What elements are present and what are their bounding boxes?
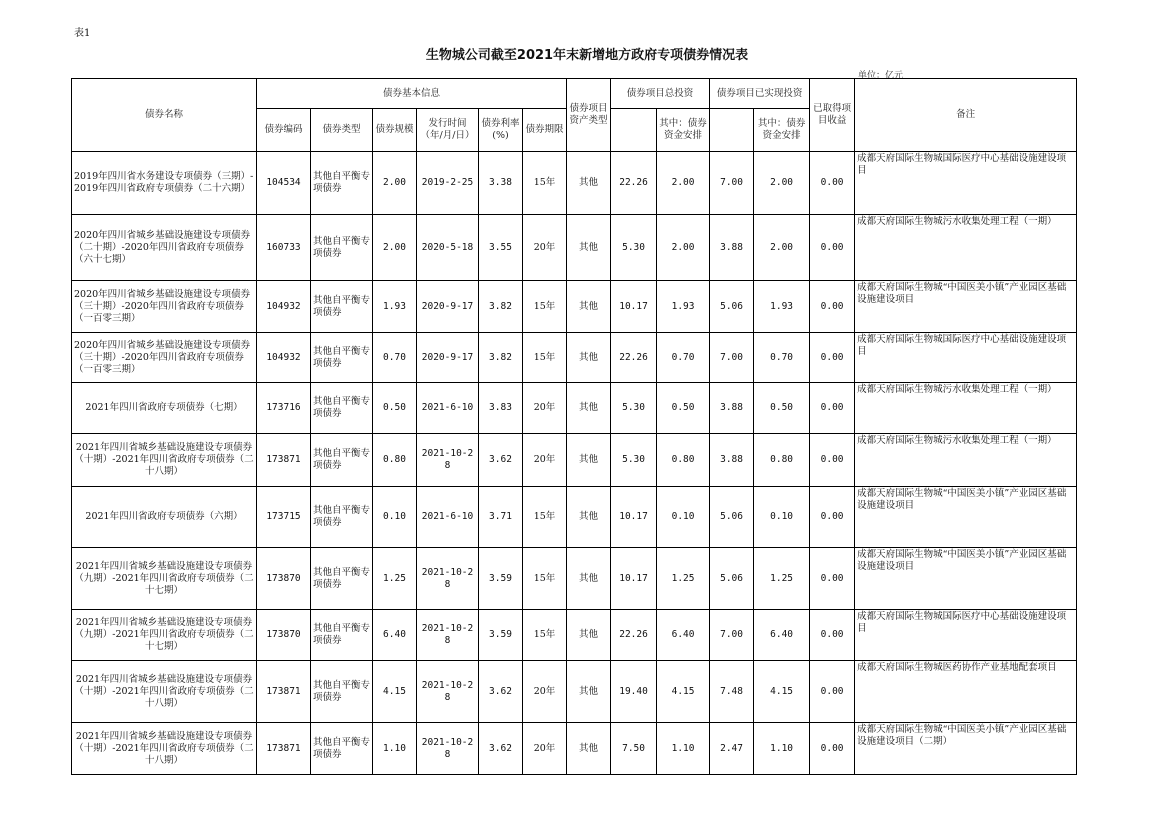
term-cell: 20年 (523, 383, 567, 434)
bond-type-cell: 其他自平衡专项债券 (311, 333, 373, 383)
total-bond-alloc-cell: 1.25 (657, 548, 710, 610)
bond-scale-cell: 1.10 (373, 723, 417, 775)
rate-cell: 3.62 (479, 434, 523, 487)
asset-type-cell: 其他 (567, 333, 611, 383)
asset-type-cell: 其他 (567, 281, 611, 333)
header-income: 已取得项目收益 (810, 79, 855, 152)
total-bond-alloc-cell: 0.50 (657, 383, 710, 434)
remark-cell: 成都天府国际生物城“中国医美小镇”产业园区基础设施建设项目（二期） (855, 723, 1077, 775)
term-cell: 15年 (523, 487, 567, 548)
bond-scale-cell: 4.15 (373, 661, 417, 723)
rate-cell: 3.59 (479, 610, 523, 661)
total-invest-cell: 7.50 (611, 723, 657, 775)
realized-bond-alloc-cell: 2.00 (754, 152, 810, 215)
issue-date-cell: 2021-10-28 (417, 661, 479, 723)
table-row (72, 723, 1077, 775)
header-realized-bond-alloc: 其中：债券资金安排 (754, 109, 810, 152)
total-invest-cell: 10.17 (611, 487, 657, 548)
header-realized-empty (710, 109, 754, 152)
remark-cell: 成都天府国际生物城污水收集处理工程（一期） (855, 215, 1077, 281)
remark-cell: 成都天府国际生物城污水收集处理工程（一期） (855, 434, 1077, 487)
bond-scale-cell: 2.00 (373, 152, 417, 215)
realized-invest-cell: 5.06 (710, 548, 754, 610)
realized-bond-alloc-cell: 1.10 (754, 723, 810, 775)
header-basic-info: 债券基本信息 (257, 79, 567, 109)
issue-date-cell: 2021-10-28 (417, 723, 479, 775)
bond-type-cell: 其他自平衡专项债券 (311, 434, 373, 487)
realized-invest-cell: 7.00 (710, 152, 754, 215)
header-bond-code: 债券编码 (257, 109, 311, 152)
asset-type-cell: 其他 (567, 610, 611, 661)
term-cell: 20年 (523, 215, 567, 281)
realized-bond-alloc-cell: 2.00 (754, 215, 810, 281)
bond-name-cell: 2021年四川省城乡基础设施建设专项债券（十期）-2021年四川省政府专项债券（二十八期） (72, 723, 257, 775)
remark-cell: 成都天府国际生物城“中国医美小镇”产业园区基础设施建设项目 (855, 281, 1077, 333)
rate-cell: 3.83 (479, 383, 523, 434)
term-cell: 15年 (523, 281, 567, 333)
header-bond-scale: 债券规模 (373, 109, 417, 152)
income-cell: 0.00 (810, 610, 855, 661)
header-term: 债券期限 (523, 109, 567, 152)
rate-cell: 3.62 (479, 661, 523, 723)
realized-bond-alloc-cell: 1.93 (754, 281, 810, 333)
bond-scale-cell: 2.00 (373, 215, 417, 281)
realized-invest-cell: 3.88 (710, 434, 754, 487)
bond-code-cell: 173871 (257, 434, 311, 487)
header-issue-date: 发行时间（年/月/日） (417, 109, 479, 152)
remark-cell: 成都天府国际生物城国际医疗中心基础设施建设项目 (855, 610, 1077, 661)
income-cell: 0.00 (810, 215, 855, 281)
bond-code-cell: 104932 (257, 333, 311, 383)
bond-name-cell: 2020年四川省城乡基础设施建设专项债券（三十期）-2020年四川省政府专项债券（一百零三期） (72, 281, 257, 333)
asset-type-cell: 其他 (567, 723, 611, 775)
total-invest-cell: 5.30 (611, 383, 657, 434)
header-total-invest: 债券项目总投资 (611, 79, 710, 109)
header-remarks: 备注 (855, 79, 1077, 152)
rate-cell: 3.82 (479, 281, 523, 333)
rate-cell: 3.71 (479, 487, 523, 548)
realized-invest-cell: 3.88 (710, 215, 754, 281)
term-cell: 15年 (523, 548, 567, 610)
table-row (72, 215, 1077, 281)
realized-invest-cell: 7.00 (710, 610, 754, 661)
bond-name-cell: 2020年四川省城乡基础设施建设专项债券（二十期）-2020年四川省政府专项债券（六十七期） (72, 215, 257, 281)
bond-name-cell: 2021年四川省城乡基础设施建设专项债券（九期）-2021年四川省政府专项债券（二十七期） (72, 548, 257, 610)
rate-cell: 3.62 (479, 723, 523, 775)
rate-cell: 3.59 (479, 548, 523, 610)
term-cell: 15年 (523, 152, 567, 215)
table-row (72, 610, 1077, 661)
table-row (72, 487, 1077, 548)
realized-bond-alloc-cell: 0.10 (754, 487, 810, 548)
bond-code-cell: 173871 (257, 661, 311, 723)
total-bond-alloc-cell: 0.80 (657, 434, 710, 487)
table-row (72, 383, 1077, 434)
header-asset-type: 债券项目资产类型 (567, 79, 611, 152)
total-invest-cell: 10.17 (611, 281, 657, 333)
total-invest-cell: 5.30 (611, 215, 657, 281)
realized-invest-cell: 7.00 (710, 333, 754, 383)
bond-type-cell: 其他自平衡专项债券 (311, 487, 373, 548)
income-cell: 0.00 (810, 723, 855, 775)
asset-type-cell: 其他 (567, 383, 611, 434)
income-cell: 0.00 (810, 434, 855, 487)
total-bond-alloc-cell: 0.10 (657, 487, 710, 548)
total-invest-cell: 5.30 (611, 434, 657, 487)
asset-type-cell: 其他 (567, 487, 611, 548)
remark-cell: 成都天府国际生物城“中国医美小镇”产业园区基础设施建设项目 (855, 548, 1077, 610)
bond-name-cell: 2019年四川省水务建设专项债券（三期）-2019年四川省政府专项债券（二十六期） (72, 152, 257, 215)
bond-code-cell: 173870 (257, 548, 311, 610)
bond-code-cell: 173870 (257, 610, 311, 661)
term-cell: 15年 (523, 333, 567, 383)
total-bond-alloc-cell: 1.93 (657, 281, 710, 333)
header-realized-invest: 债券项目已实现投资 (710, 79, 810, 109)
bond-name-cell: 2021年四川省城乡基础设施建设专项债券（十期）-2021年四川省政府专项债券（二十八期） (72, 661, 257, 723)
header-bond-type: 债券类型 (311, 109, 373, 152)
total-invest-cell: 22.26 (611, 333, 657, 383)
bond-table (71, 78, 1077, 775)
income-cell: 0.00 (810, 548, 855, 610)
header-rate: 债券利率(%) (479, 109, 523, 152)
bond-code-cell: 173715 (257, 487, 311, 548)
bond-name-cell: 2020年四川省城乡基础设施建设专项债券（三十期）-2020年四川省政府专项债券（一百零三期） (72, 333, 257, 383)
asset-type-cell: 其他 (567, 548, 611, 610)
bond-code-cell: 160733 (257, 215, 311, 281)
realized-bond-alloc-cell: 0.70 (754, 333, 810, 383)
income-cell: 0.00 (810, 383, 855, 434)
remark-cell: 成都天府国际生物城“中国医美小镇”产业园区基础设施建设项目 (855, 487, 1077, 548)
issue-date-cell: 2021-6-10 (417, 487, 479, 548)
issue-date-cell: 2019-2-25 (417, 152, 479, 215)
header-total-bond-alloc: 其中：债券资金安排 (657, 109, 710, 152)
table-row (72, 434, 1077, 487)
total-bond-alloc-cell: 1.10 (657, 723, 710, 775)
total-bond-alloc-cell: 2.00 (657, 215, 710, 281)
total-bond-alloc-cell: 4.15 (657, 661, 710, 723)
realized-bond-alloc-cell: 4.15 (754, 661, 810, 723)
income-cell: 0.00 (810, 281, 855, 333)
bond-code-cell: 173871 (257, 723, 311, 775)
bond-scale-cell: 0.70 (373, 333, 417, 383)
term-cell: 20年 (523, 661, 567, 723)
realized-bond-alloc-cell: 0.50 (754, 383, 810, 434)
table-row (72, 281, 1077, 333)
table-row (72, 661, 1077, 723)
remark-cell: 成都天府国际生物城国际医疗中心基础设施建设项目 (855, 333, 1077, 383)
issue-date-cell: 2021-10-28 (417, 434, 479, 487)
rate-cell: 3.82 (479, 333, 523, 383)
remark-cell: 成都天府国际生物城医药协作产业基地配套项目 (855, 661, 1077, 723)
table-row (72, 333, 1077, 383)
total-invest-cell: 22.26 (611, 152, 657, 215)
rate-cell: 3.38 (479, 152, 523, 215)
total-bond-alloc-cell: 6.40 (657, 610, 710, 661)
bond-scale-cell: 1.25 (373, 548, 417, 610)
table-label: 表1 (74, 28, 91, 39)
remark-cell: 成都天府国际生物城污水收集处理工程（一期） (855, 383, 1077, 434)
realized-invest-cell: 2.47 (710, 723, 754, 775)
bond-scale-cell: 6.40 (373, 610, 417, 661)
total-bond-alloc-cell: 2.00 (657, 152, 710, 215)
header-bond-name: 债券名称 (72, 79, 257, 152)
bond-type-cell: 其他自平衡专项债券 (311, 610, 373, 661)
bond-name-cell: 2021年四川省城乡基础设施建设专项债券（十期）-2021年四川省政府专项债券（二十八期） (72, 434, 257, 487)
total-invest-cell: 19.40 (611, 661, 657, 723)
unit-note: 单位：亿元 (858, 71, 904, 81)
income-cell: 0.00 (810, 333, 855, 383)
realized-invest-cell: 5.06 (710, 487, 754, 548)
realized-invest-cell: 5.06 (710, 281, 754, 333)
bond-type-cell: 其他自平衡专项债券 (311, 661, 373, 723)
realized-invest-cell: 7.48 (710, 661, 754, 723)
bond-type-cell: 其他自平衡专项债券 (311, 383, 373, 434)
header-total-empty (611, 109, 657, 152)
income-cell: 0.00 (810, 152, 855, 215)
bond-code-cell: 104932 (257, 281, 311, 333)
total-invest-cell: 10.17 (611, 548, 657, 610)
term-cell: 20年 (523, 434, 567, 487)
asset-type-cell: 其他 (567, 152, 611, 215)
bond-name-cell: 2021年四川省政府专项债券（六期） (72, 487, 257, 548)
bond-scale-cell: 1.93 (373, 281, 417, 333)
remark-cell: 成都天府国际生物城国际医疗中心基础设施建设项目 (855, 152, 1077, 215)
bond-scale-cell: 0.10 (373, 487, 417, 548)
realized-bond-alloc-cell: 1.25 (754, 548, 810, 610)
income-cell: 0.00 (810, 487, 855, 548)
issue-date-cell: 2021-6-10 (417, 383, 479, 434)
bond-type-cell: 其他自平衡专项债券 (311, 215, 373, 281)
asset-type-cell: 其他 (567, 215, 611, 281)
realized-bond-alloc-cell: 6.40 (754, 610, 810, 661)
bond-type-cell: 其他自平衡专项债券 (311, 548, 373, 610)
issue-date-cell: 2021-10-28 (417, 610, 479, 661)
page-title: 生物城公司截至2021年末新增地方政府专项债券情况表 (425, 48, 749, 63)
bond-scale-cell: 0.50 (373, 383, 417, 434)
total-bond-alloc-cell: 0.70 (657, 333, 710, 383)
bond-scale-cell: 0.80 (373, 434, 417, 487)
table-row (72, 152, 1077, 215)
bond-type-cell: 其他自平衡专项债券 (311, 152, 373, 215)
income-cell: 0.00 (810, 661, 855, 723)
realized-bond-alloc-cell: 0.80 (754, 434, 810, 487)
realized-invest-cell: 3.88 (710, 383, 754, 434)
bond-code-cell: 173716 (257, 383, 311, 434)
asset-type-cell: 其他 (567, 434, 611, 487)
rate-cell: 3.55 (479, 215, 523, 281)
bond-name-cell: 2021年四川省政府专项债券（七期） (72, 383, 257, 434)
asset-type-cell: 其他 (567, 661, 611, 723)
issue-date-cell: 2020-9-17 (417, 333, 479, 383)
issue-date-cell: 2021-10-28 (417, 548, 479, 610)
bond-code-cell: 104534 (257, 152, 311, 215)
bond-type-cell: 其他自平衡专项债券 (311, 723, 373, 775)
total-invest-cell: 22.26 (611, 610, 657, 661)
bond-type-cell: 其他自平衡专项债券 (311, 281, 373, 333)
bond-name-cell: 2021年四川省城乡基础设施建设专项债券（九期）-2021年四川省政府专项债券（二十七期） (72, 610, 257, 661)
issue-date-cell: 2020-5-18 (417, 215, 479, 281)
term-cell: 20年 (523, 723, 567, 775)
table-row (72, 548, 1077, 610)
issue-date-cell: 2020-9-17 (417, 281, 479, 333)
term-cell: 15年 (523, 610, 567, 661)
